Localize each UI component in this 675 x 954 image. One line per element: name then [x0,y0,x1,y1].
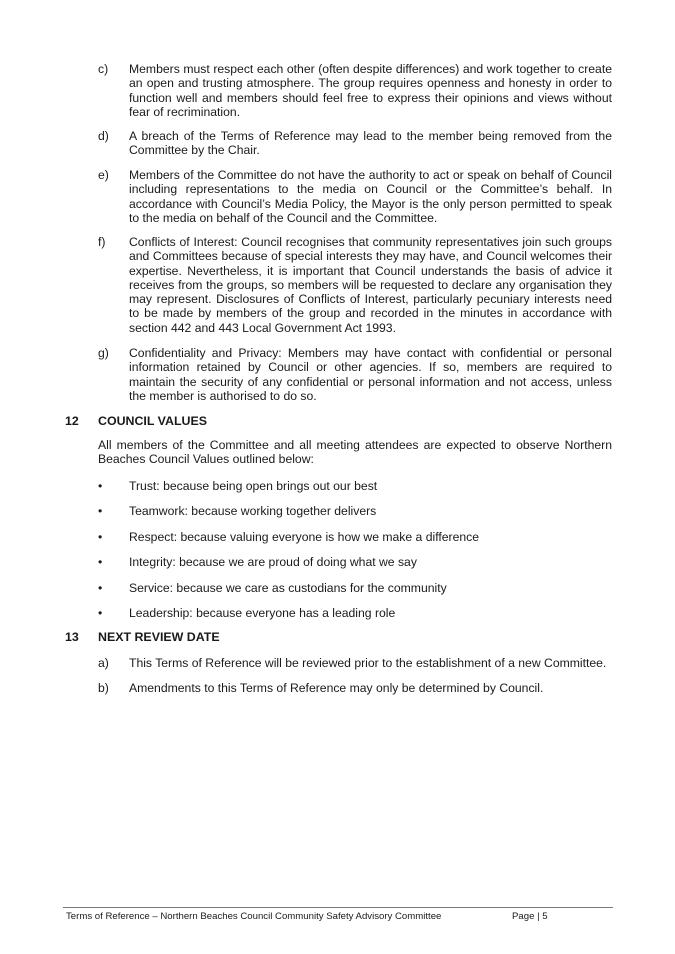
list-item-letter: g) [98,346,109,360]
bullet-item [98,555,612,569]
list-item-letter: a) [98,656,109,670]
section-title: NEXT REVIEW DATE [98,630,220,644]
bullet-icon: • [98,479,103,493]
page-number: Page | 5 [512,911,548,922]
list-item [98,656,612,670]
bullet-item [98,504,612,518]
list-item [98,129,612,158]
section-intro: All members of the Committee and all meeting attendees are expected to observe Northern Beaches Council Values outlined below: [98,438,612,467]
section-number: 13 [65,630,79,644]
list-item [98,346,612,403]
bullet-icon: • [98,530,103,544]
bullet-icon: • [98,504,103,518]
list-item-text: Confidentiality and Privacy: Members may have contact with confidential or personal information retained by Council or other agencies. If so, members are required to maintain the security of any confidential or personal information and not access, unless the member is authorised to do so. [129,346,612,403]
bullet-icon: • [98,606,103,620]
footer-title: Terms of Reference – Northern Beaches Council Community Safety Advisory Committee [66,911,442,922]
list-item-letter: e) [98,168,109,182]
list-item-letter: f) [98,235,106,249]
list-item-text: This Terms of Reference will be reviewed prior to the establishment of a new Committee. [129,656,607,670]
list-item-text: Members of the Committee do not have the authority to act or speak on behalf of Council including representations to the media on Council or the Committee’s behalf. In accordance with Council’s Media Policy, the Mayor is the only person permitted to speak to the media on behalf of the Council and the Committee. [129,168,612,225]
bullet-item [98,581,612,595]
list-item-letter: d) [98,129,109,143]
bullet-text: Service: because we care as custodians for the community [129,581,447,595]
bullet-text: Teamwork: because working together delivers [129,504,377,518]
list-item-text: Amendments to this Terms of Reference may only be determined by Council. [129,681,544,695]
bullet-item [98,606,612,620]
bullet-icon: • [98,555,103,569]
list-item [98,235,612,335]
list-item [98,168,612,225]
list-item [98,681,612,695]
bullet-item [98,530,612,544]
list-item-text: A breach of the Terms of Reference may lead to the member being removed from the Committee by the Chair. [129,129,612,158]
bullet-item [98,479,612,493]
bullet-text: Trust: because being open brings out our best [129,479,378,493]
list-item-text: Members must respect each other (often despite differences) and work together to create an open and trusting atmosphere. The group requires openness and honesty in order to function well and members should feel free to express their opinions and views without fear of recrimination. [129,62,612,119]
section-title: COUNCIL VALUES [98,414,207,428]
footer-divider [63,907,613,908]
section-number: 12 [65,414,79,428]
list-item-letter: b) [98,681,109,695]
section-heading [65,630,220,645]
bullet-text: Respect: because valuing everyone is how we make a difference [129,530,480,544]
list-item [98,62,612,119]
list-item-letter: c) [98,62,109,76]
bullet-icon: • [98,581,103,595]
bullet-text: Integrity: because we are proud of doing what we say [129,555,417,569]
list-item-text: Conflicts of Interest: Council recognises that community representatives join such groups and Committees because of special interests they may have, and Council welcomes their expertise. Nevertheless, it is important that Council understands the basis of advice it receives from the groups, so members will be requested to declare any organisation they may represent. Disclosures of Conflicts of Interest, particularly pecuniary interests need to be made by members of the group and recorded in the minutes in accordance with section 442 and 443 Local Government Act 1993. [129,235,612,335]
section-heading [65,414,207,429]
bullet-text: Leadership: because everyone has a leading role [129,606,396,620]
